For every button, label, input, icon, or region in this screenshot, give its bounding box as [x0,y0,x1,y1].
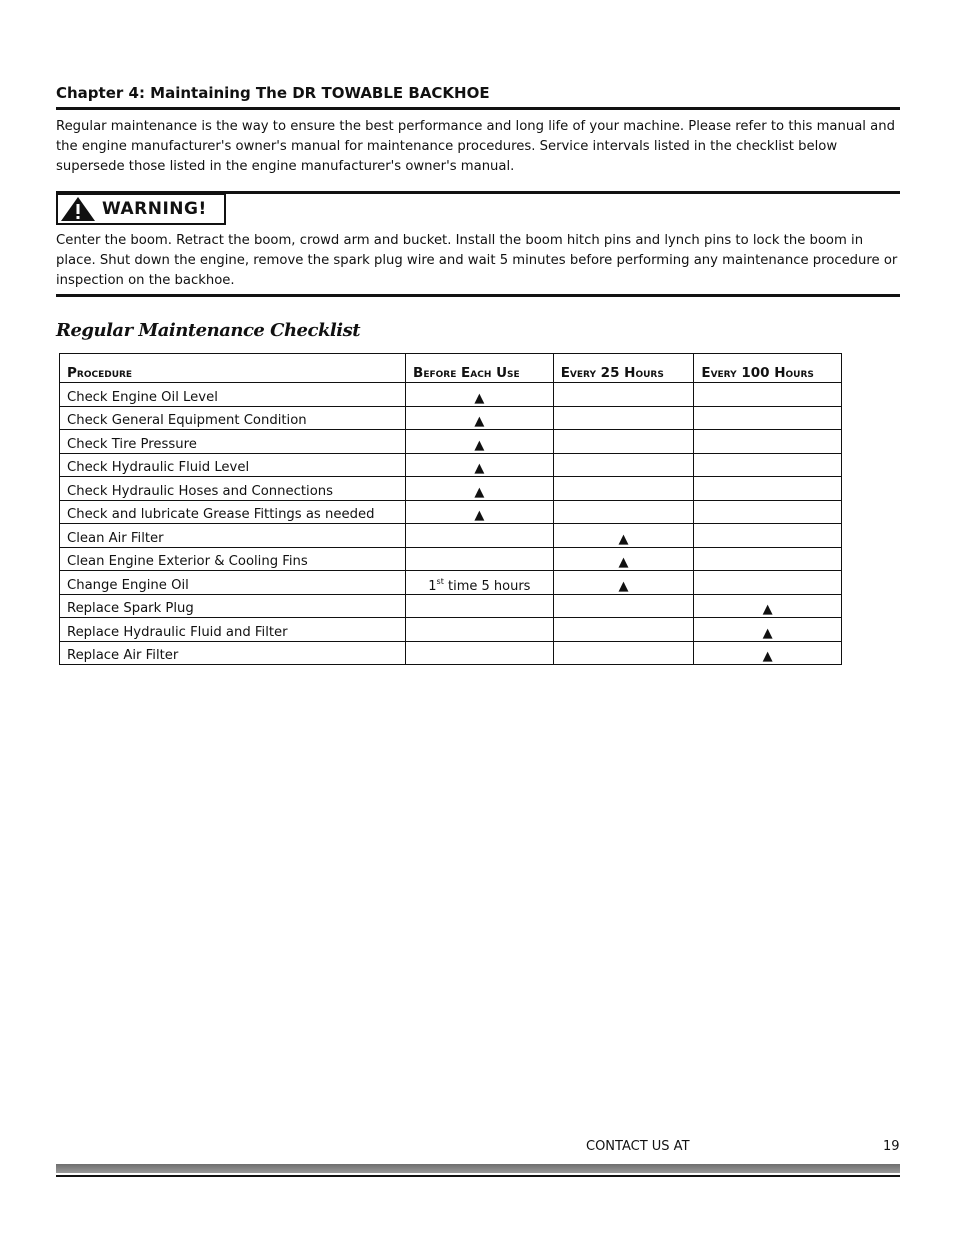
table-row [60,618,842,642]
table-row [60,383,842,407]
footer-contact: CONTACT US AT [586,1139,690,1154]
procedure-cell: Clean Air Filter [60,524,406,548]
table-row [60,430,842,454]
every-100-hours-cell [694,477,842,501]
page-number: 19 [883,1139,900,1154]
every-100-hours-cell: ▲ [694,594,842,618]
every-100-hours-cell [694,524,842,548]
before-each-use-cell [406,524,554,548]
every-25-hours-cell [553,430,694,454]
header-before-each-use: Before Each Use [406,354,554,383]
table-row [60,571,842,595]
before-each-use-cell: ▲ [406,406,554,430]
every-100-hours-cell [694,383,842,407]
table-row [60,406,842,430]
maintenance-checklist-table [59,353,842,665]
every-100-hours-cell: ▲ [694,641,842,665]
header-procedure: Procedure [60,354,406,383]
before-each-use-cell: ▲ [406,383,554,407]
every-100-hours-cell: ▲ [694,618,842,642]
every-25-hours-cell: ▲ [553,571,694,595]
footer-line [56,1175,900,1177]
table-row [60,547,842,571]
before-each-use-cell [406,641,554,665]
procedure-cell: Replace Hydraulic Fluid and Filter [60,618,406,642]
procedure-cell: Check General Equipment Condition [60,406,406,430]
before-each-use-cell: ▲ [406,430,554,454]
every-25-hours-cell [553,594,694,618]
procedure-cell: Clean Engine Exterior & Cooling Fins [60,547,406,571]
every-25-hours-cell [553,641,694,665]
table-row [60,500,842,524]
first-time-text: time 5 hours [443,578,531,594]
every-100-hours-cell [694,406,842,430]
procedure-cell: Check Hydraulic Hoses and Connections [60,477,406,501]
procedure-cell: Check and lubricate Grease Fittings as needed [60,500,406,524]
footer-bar [56,1164,900,1173]
procedure-cell: Replace Air Filter [60,641,406,665]
table-row [60,524,842,548]
table-row [60,477,842,501]
intro-paragraph: Regular maintenance is the way to ensure the best performance and long life of your machine. Please refer to this manual and the engine manufacturer's owner's manual for maintenance procedures. Service intervals listed in the checklist below supersede those listed in the engine manufacturer's owner's manual. [56,119,895,174]
before-each-use-cell [406,571,554,595]
header-every-100-hours: Every 100 Hours [694,354,842,383]
table-row [60,641,842,665]
before-each-use-cell [406,594,554,618]
every-100-hours-cell [694,547,842,571]
every-25-hours-cell [553,500,694,524]
warning-banner [56,193,226,225]
before-each-use-cell [406,547,554,571]
before-each-use-cell: ▲ [406,500,554,524]
every-25-hours-cell: ▲ [553,547,694,571]
table-header-row [60,354,842,383]
every-100-hours-cell [694,430,842,454]
procedure-cell: Check Engine Oil Level [60,383,406,407]
warning-triangle-icon [60,196,96,222]
warning-label: WARNING! [102,199,207,219]
every-25-hours-cell [553,477,694,501]
before-each-use-cell: ▲ [406,453,554,477]
procedure-cell: Replace Spark Plug [60,594,406,618]
before-each-use-cell [406,618,554,642]
warning-bottom-rule [56,294,900,297]
every-25-hours-cell [553,406,694,430]
every-25-hours-cell [553,618,694,642]
checklist-title: Regular Maintenance Checklist [56,320,361,341]
every-25-hours-cell [553,383,694,407]
every-25-hours-cell [553,453,694,477]
warning-text: Center the boom. Retract the boom, crowd arm and bucket. Install the boom hitch pins and lynch pins to lock the boom in place. Shut down the engine, remove the spark plug wire and wait 5 minutes before performing any maintenance procedure or inspection on the backhoe. [56,233,898,288]
every-100-hours-cell [694,453,842,477]
header-every-25-hours: Every 25 Hours [553,354,694,383]
chapter-title: Chapter 4: Maintaining The DR TOWABLE BACKHOE [56,84,490,102]
chapter-rule [56,107,900,110]
first-time-ordinal: st [436,576,444,586]
procedure-cell: Change Engine Oil [60,571,406,595]
procedure-cell: Check Hydraulic Fluid Level [60,453,406,477]
table-row [60,453,842,477]
every-100-hours-cell [694,500,842,524]
before-each-use-cell: ▲ [406,477,554,501]
first-time-number: 1 [428,578,437,594]
table-row [60,594,842,618]
every-100-hours-cell [694,571,842,595]
every-25-hours-cell: ▲ [553,524,694,548]
procedure-cell: Check Tire Pressure [60,430,406,454]
